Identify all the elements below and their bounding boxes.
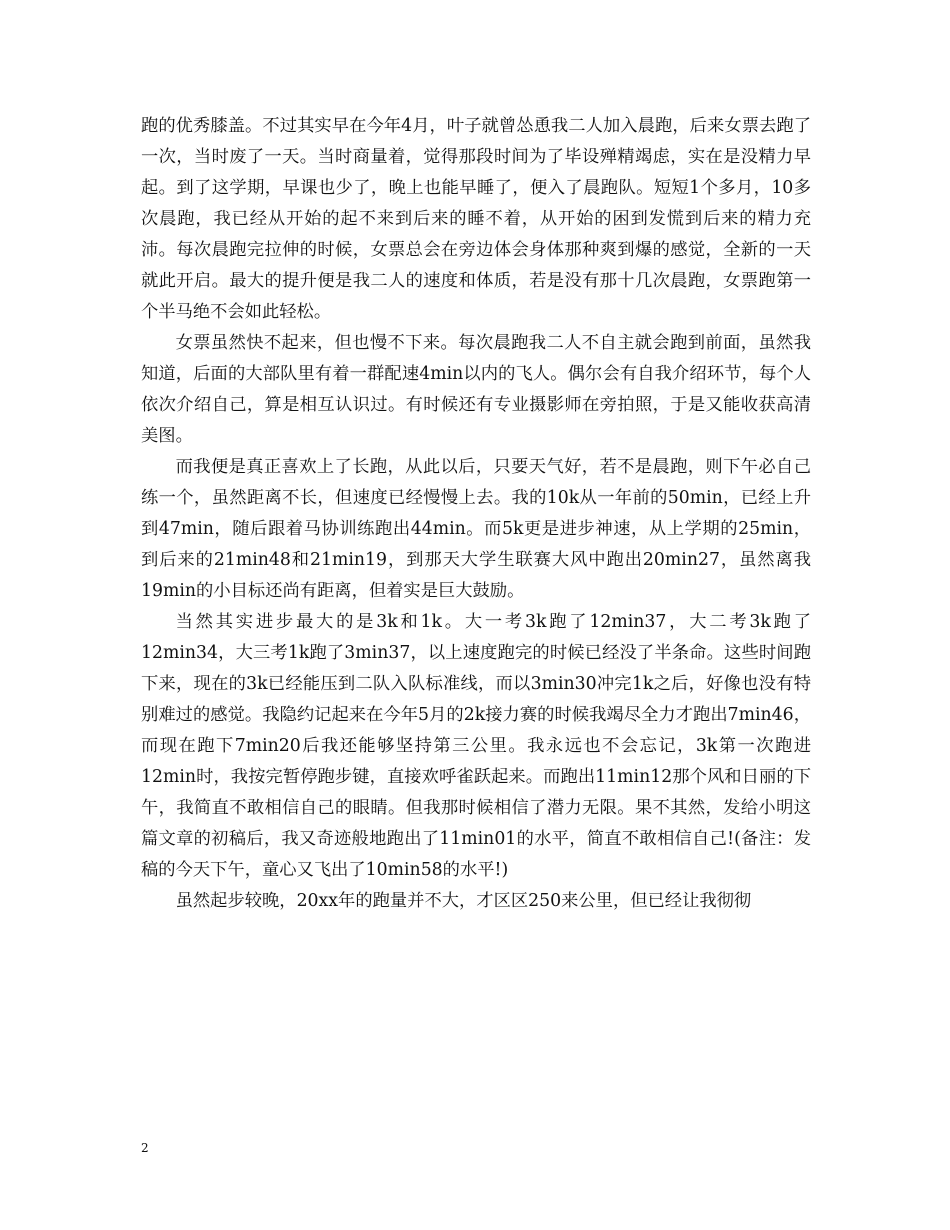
paragraph-3: 而我便是真正喜欢上了长跑，从此以后，只要天气好，若不是晨跑，则下午必自己练一个，虽然距离不长，但速度已经慢慢上去。我的10k从一年前的50min，已经上升到47min，随后跟着马协训练跑出44min。而5k更是进步神速，从上学期的25min，到后来的21min48和21min19，到那天大学生联赛大风中跑出20min27，虽然离我19min的小目标还尚有距离，但着实是巨大鼓励。	[141, 457, 811, 601]
document-body	[141, 111, 811, 917]
paragraph-5: 虽然起步较晚，20xx年的跑量并不大，才区区250来公里，但已经让我彻彻	[175, 891, 752, 911]
paragraph-4: 当然其实进步最大的是3k和1k。大一考3k跑了12min37，大二考3k跑了12min34，大三考1k跑了3min37，以上速度跑完的时候已经没了半条命。这些时间跑下来，现在的3k已经能压到二队入队标准线，而以3min30冲完1k之后，好像也没有特别难过的感觉。我隐约记起来在今年5月的2k接力赛的时候我竭尽全力才跑出7min46，而现在跑下7min20后我还能够坚持第三公里。我永远也不会忘记，3k第一次跑进12min时，我按完暂停跑步键，直接欢呼雀跃起来。而跑出11min12那个风和日丽的下午，我简直不敢相信自己的眼睛。但我那时候相信了潜力无限。果不其然，发给小明这篇文章的初稿后，我又奇迹般地跑出了11min01的水平，简直不敢相信自己!(备注：发稿的今天下午，童心又飞出了10min58的水平!)	[141, 612, 811, 880]
page-number: 2	[141, 1141, 149, 1155]
paragraph-1: 跑的优秀膝盖。不过其实早在今年4月，叶子就曾怂恿我二人加入晨跑，后来女票去跑了一次，当时废了一天。当时商量着，觉得那段时间为了毕设殚精竭虑，实在是没精力早起。到了这学期，早课也少了，晚上也能早睡了，便入了晨跑队。短短1个多月，10多次晨跑，我已经从开始的起不来到后来的睡不着，从开始的困到发慌到后来的精力充沛。每次晨跑完拉伸的时候，女票总会在旁边体会身体那种爽到爆的感觉，全新的一天就此开启。最大的提升便是我二人的速度和体质，若是没有那十几次晨跑，女票跑第一个半马绝不会如此轻松。	[141, 116, 811, 322]
paragraph-2: 女票虽然快不起来，但也慢不下来。每次晨跑我二人不自主就会跑到前面，虽然我知道，后面的大部队里有着一群配速4min以内的飞人。偶尔会有自我介绍环节，每个人依次介绍自己，算是相互认识过。有时候还有专业摄影师在旁拍照，于是又能收获高清美图。	[141, 333, 811, 446]
